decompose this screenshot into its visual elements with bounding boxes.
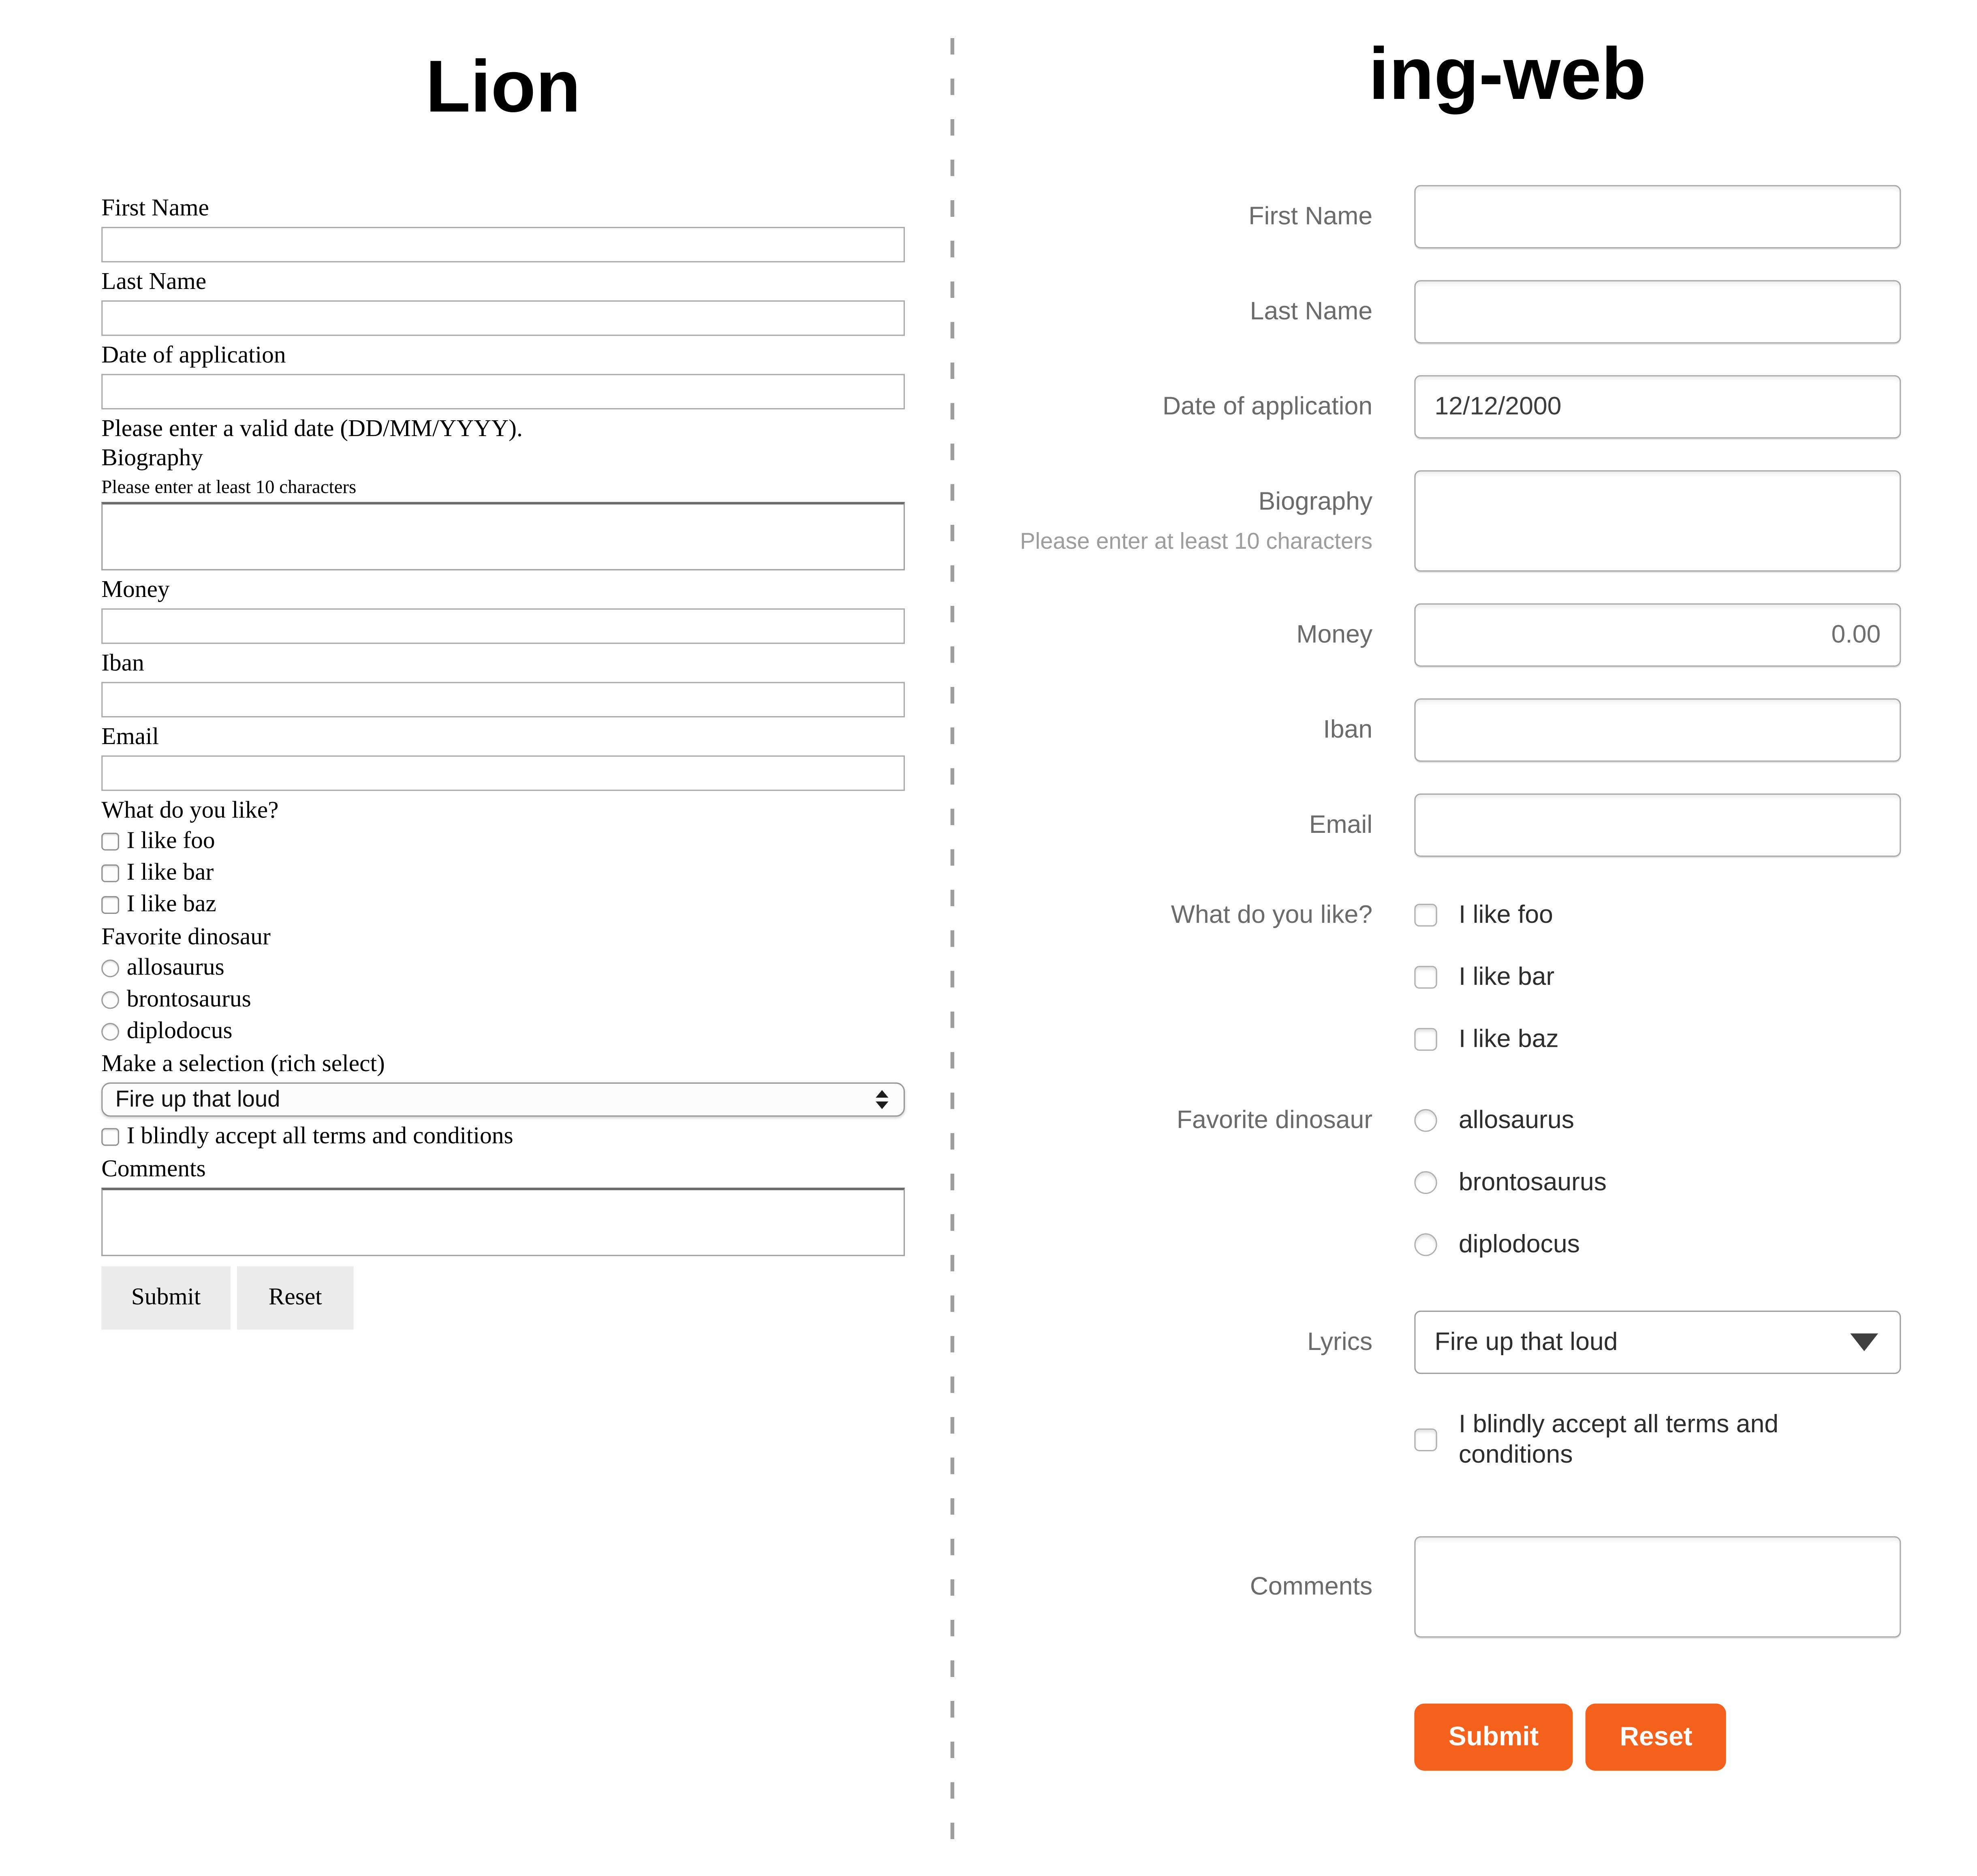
date-label: Date of application (101, 342, 286, 369)
money-row (954, 603, 1977, 667)
lyrics-select[interactable] (1414, 1311, 1901, 1374)
likes-group-label: What do you like? (1171, 901, 1373, 929)
rich-select-value: Fire up that loud (115, 1086, 280, 1112)
comments-textarea[interactable] (101, 1188, 905, 1256)
brontosaurus-radio[interactable] (101, 991, 119, 1009)
terms-row (954, 1410, 1977, 1470)
biography-label: Biography (1258, 488, 1373, 516)
last-name-row (954, 280, 1977, 343)
radio-option-row (101, 956, 905, 981)
lion-iban-group (101, 650, 905, 717)
email-label: Email (1309, 811, 1373, 839)
last-name-label: Last Name (101, 269, 207, 295)
iban-row (954, 698, 1977, 762)
first-name-label: First Name (101, 195, 209, 222)
money-label: Money (1296, 621, 1373, 649)
lion-last-name-group (101, 269, 905, 336)
like-foo-label[interactable]: I like foo (126, 828, 215, 854)
allosaurus-label[interactable]: allosaurus (126, 954, 224, 981)
like-bar-checkbox[interactable] (101, 864, 119, 882)
checkbox-option-row (1414, 962, 1901, 993)
like-bar-label[interactable]: I like bar (1458, 963, 1555, 991)
like-foo-checkbox[interactable] (1414, 904, 1437, 926)
biography-label: Biography (101, 445, 203, 472)
lion-button-row (101, 1266, 905, 1329)
diplodocus-label[interactable]: diplodocus (126, 1018, 233, 1045)
diplodocus-radio[interactable] (101, 1023, 119, 1041)
date-input[interactable] (101, 374, 905, 410)
dashed-divider (951, 38, 954, 1843)
date-row (954, 375, 1977, 439)
ing-web-form (954, 185, 1977, 1771)
like-foo-label[interactable]: I like foo (1458, 901, 1553, 929)
rich-select[interactable] (101, 1082, 905, 1117)
lyrics-select-value: Fire up that loud (1434, 1328, 1618, 1356)
money-label: Money (101, 577, 170, 603)
iban-label: Iban (1323, 716, 1373, 744)
iban-label: Iban (101, 650, 144, 677)
ing-web-title: ing-web (1368, 33, 1646, 116)
date-label: Date of application (1162, 393, 1373, 421)
email-row (954, 794, 1977, 857)
arrow-down-icon (876, 1102, 888, 1109)
arrow-up-icon (876, 1090, 888, 1098)
biography-helper-text: Please enter at least 10 characters (101, 478, 357, 498)
last-name-label: Last Name (1250, 297, 1373, 326)
rich-select-label: Make a selection (rich select) (101, 1050, 385, 1078)
email-input[interactable] (1414, 794, 1901, 857)
radio-option-row (1414, 1167, 1901, 1198)
lion-date-group (101, 342, 905, 443)
buttons-row (954, 1703, 1977, 1771)
checkbox-option-row (1414, 1024, 1901, 1055)
biography-helper-text: Please enter at least 10 characters (1020, 528, 1373, 554)
lyrics-row (954, 1311, 1977, 1374)
like-baz-label[interactable]: I like baz (1458, 1025, 1559, 1054)
dinosaur-group-label: Favorite dinosaur (1176, 1106, 1373, 1135)
brontosaurus-label[interactable]: brontosaurus (1458, 1168, 1607, 1197)
comments-label: Comments (1250, 1573, 1373, 1601)
radio-option-row (101, 1019, 905, 1045)
lyrics-label: Lyrics (1307, 1328, 1373, 1356)
allosaurus-radio[interactable] (1414, 1109, 1437, 1132)
allosaurus-label[interactable]: allosaurus (1458, 1106, 1574, 1135)
like-foo-checkbox[interactable] (101, 833, 119, 851)
submit-button[interactable]: Submit (101, 1266, 231, 1329)
iban-input[interactable] (101, 682, 905, 718)
terms-label[interactable]: I blindly accept all terms and conditions (1458, 1410, 1779, 1469)
dinosaur-group-label: Favorite dinosaur (101, 924, 271, 951)
lion-first-name-group (101, 195, 905, 263)
terms-checkbox[interactable] (101, 1128, 119, 1146)
first-name-input[interactable] (1414, 185, 1901, 248)
like-bar-checkbox[interactable] (1414, 966, 1437, 988)
money-input[interactable] (1414, 603, 1901, 667)
lion-likes-group (101, 797, 905, 918)
biography-label-block (954, 487, 1372, 555)
like-baz-checkbox[interactable] (1414, 1028, 1437, 1050)
radio-option-row (101, 987, 905, 1013)
reset-button[interactable]: Reset (237, 1266, 354, 1329)
lion-dinosaur-group (101, 924, 905, 1044)
brontosaurus-label[interactable]: brontosaurus (126, 986, 251, 1013)
terms-label[interactable]: I blindly accept all terms and conditions (126, 1123, 513, 1150)
brontosaurus-radio[interactable] (1414, 1171, 1437, 1194)
terms-row (101, 1124, 905, 1150)
biography-textarea[interactable] (101, 502, 905, 571)
dinosaur-row (954, 1105, 1977, 1260)
checkbox-option-row (1414, 900, 1901, 931)
comments-row (954, 1536, 1977, 1638)
like-baz-checkbox[interactable] (101, 896, 119, 914)
checkbox-option-row (101, 829, 905, 854)
lion-comments-group (101, 1156, 905, 1256)
lion-selection-group (101, 1051, 905, 1117)
likes-row (954, 900, 1977, 1055)
lion-panel (0, 0, 951, 1843)
chevron-down-icon (1850, 1333, 1878, 1351)
comments-label: Comments (101, 1156, 206, 1183)
allosaurus-radio[interactable] (101, 960, 119, 978)
select-spinner-icon (876, 1090, 888, 1109)
last-name-input[interactable] (1414, 280, 1901, 343)
checkbox-option-row (101, 861, 905, 886)
last-name-input[interactable] (101, 300, 905, 336)
diplodocus-radio[interactable] (1414, 1233, 1437, 1256)
money-input[interactable] (101, 608, 905, 644)
date-helper-text: Please enter a valid date (DD/MM/YYYY). (101, 415, 523, 443)
iban-input[interactable] (1414, 698, 1901, 762)
lion-title: Lion (425, 45, 581, 128)
radio-option-row (1414, 1105, 1901, 1136)
reset-button[interactable]: Reset (1586, 1703, 1727, 1771)
like-bar-label[interactable]: I like bar (126, 859, 214, 886)
lion-money-group (101, 577, 905, 644)
terms-checkbox[interactable] (1414, 1429, 1437, 1451)
email-input[interactable] (101, 755, 905, 791)
checkbox-option-row (101, 892, 905, 918)
radio-option-row (1414, 1230, 1901, 1260)
ing-web-panel (954, 0, 1977, 1843)
date-input[interactable] (1414, 375, 1901, 439)
email-label: Email (101, 723, 159, 751)
first-name-row (954, 185, 1977, 248)
lion-biography-group (101, 445, 905, 571)
submit-button[interactable]: Submit (1414, 1703, 1573, 1771)
first-name-label: First Name (1248, 203, 1373, 231)
comments-textarea[interactable] (1414, 1536, 1901, 1638)
like-baz-label[interactable]: I like baz (126, 891, 216, 918)
first-name-input[interactable] (101, 227, 905, 263)
likes-group-label: What do you like? (101, 797, 279, 824)
terms-option-row (1414, 1410, 1901, 1470)
biography-textarea[interactable] (1414, 470, 1901, 571)
diplodocus-label[interactable]: diplodocus (1458, 1230, 1580, 1259)
lion-email-group (101, 724, 905, 791)
ing-web-button-row (1414, 1703, 1901, 1771)
biography-row (954, 470, 1977, 571)
